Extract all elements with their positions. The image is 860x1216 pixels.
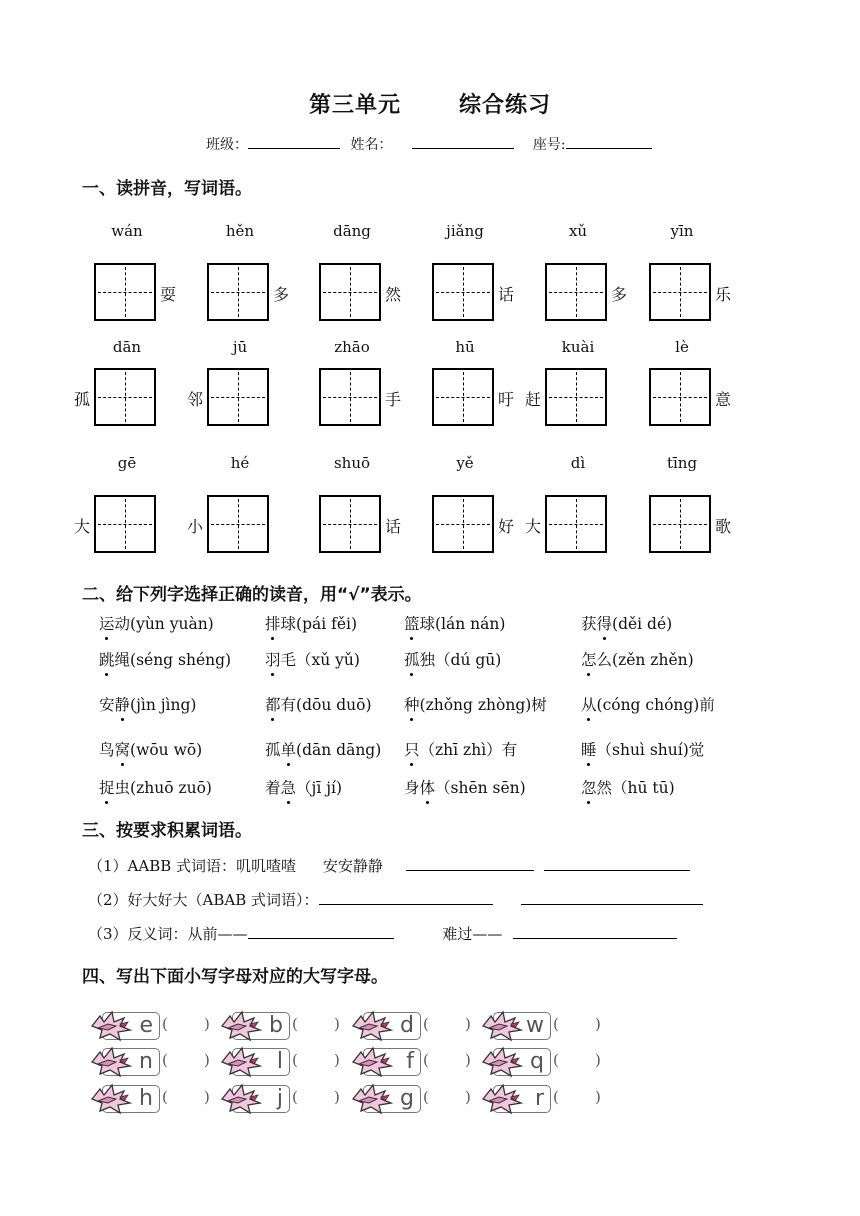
pinyin-options[interactable]: (zhǒng zhòng)树 bbox=[419, 696, 547, 714]
q2-line bbox=[88, 889, 703, 910]
answer-paren-close: ) bbox=[465, 1051, 471, 1069]
q3-mid: 难过—— bbox=[442, 925, 503, 943]
lowercase-letter: f bbox=[406, 1049, 414, 1074]
given-character: 好 bbox=[498, 517, 515, 536]
pinyin-label: wán bbox=[111, 222, 143, 240]
answer-paren-close: ) bbox=[334, 1051, 340, 1069]
lowercase-letter: g bbox=[400, 1086, 414, 1111]
answer-paren-open: ( bbox=[162, 1051, 168, 1069]
grid-guide-vertical bbox=[463, 499, 464, 549]
given-character: 手 bbox=[385, 390, 402, 409]
pinyin-label: yě bbox=[456, 454, 474, 472]
grid-guide-vertical bbox=[350, 267, 351, 317]
answer-paren-close: ) bbox=[204, 1015, 210, 1033]
given-character: 耍 bbox=[160, 285, 177, 304]
answer-paren-close: ) bbox=[334, 1015, 340, 1033]
answer-paren-open: ( bbox=[162, 1088, 168, 1106]
given-character: 意 bbox=[715, 390, 732, 409]
target-char: 捉 bbox=[99, 776, 115, 798]
given-character: 孤 bbox=[74, 390, 91, 409]
grid-guide-vertical bbox=[576, 372, 577, 422]
pinyin-label: kuài bbox=[561, 338, 595, 356]
q3-line bbox=[88, 923, 677, 944]
grid-guide-vertical bbox=[680, 267, 681, 317]
pinyin-options[interactable]: 球(pái fěi) bbox=[280, 615, 358, 633]
pinyin-label: hū bbox=[455, 338, 475, 356]
q1-blank-2[interactable] bbox=[544, 856, 690, 871]
target-char: 忽 bbox=[581, 776, 597, 798]
writing-grid[interactable] bbox=[649, 263, 711, 321]
pinyin-label: lè bbox=[675, 338, 689, 356]
target-char: 急 bbox=[281, 776, 297, 798]
answer-paren-close: ) bbox=[465, 1088, 471, 1106]
given-character: 小 bbox=[187, 517, 204, 536]
pinyin-options[interactable]: 然（hū tū) bbox=[596, 779, 675, 797]
target-char: 运 bbox=[99, 612, 115, 634]
target-char: 得 bbox=[597, 612, 613, 634]
class-label: 班级： bbox=[206, 137, 248, 153]
pinyin-options[interactable]: (cóng chóng)前 bbox=[596, 696, 715, 714]
answer-paren-open: ( bbox=[162, 1015, 168, 1033]
q1-blank-1[interactable] bbox=[406, 856, 534, 871]
pinyin-label: hěn bbox=[225, 222, 255, 240]
target-char: 静 bbox=[115, 693, 131, 715]
bird-icon bbox=[220, 1044, 262, 1078]
answer-paren-close: ) bbox=[465, 1015, 471, 1033]
grid-guide-vertical bbox=[238, 372, 239, 422]
given-character: 话 bbox=[385, 517, 402, 536]
pinyin-options[interactable]: 毛（xǔ yǔ) bbox=[280, 651, 360, 669]
writing-grid[interactable] bbox=[432, 368, 494, 426]
grid-guide-vertical bbox=[680, 372, 681, 422]
answer-blank[interactable] bbox=[172, 1014, 200, 1034]
grid-guide-vertical bbox=[463, 267, 464, 317]
bird-icon bbox=[90, 1008, 132, 1042]
given-character: 话 bbox=[498, 285, 515, 304]
answer-blank[interactable] bbox=[172, 1087, 200, 1107]
writing-grid[interactable] bbox=[545, 263, 607, 321]
answer-paren-open: ( bbox=[423, 1088, 429, 1106]
name-blank[interactable] bbox=[412, 134, 514, 149]
given-character: 然 bbox=[385, 285, 402, 304]
pronunciation-item bbox=[265, 693, 372, 715]
pronunciation-item bbox=[265, 738, 381, 760]
given-character: 邻 bbox=[187, 390, 204, 409]
pinyin-options[interactable]: (jìn jìng) bbox=[130, 696, 197, 714]
pronunciation-item bbox=[404, 776, 526, 798]
lowercase-letter: b bbox=[269, 1013, 283, 1038]
answer-blank[interactable] bbox=[433, 1014, 461, 1034]
pinyin-options[interactable]: (děi dé) bbox=[612, 615, 673, 633]
target-char: 只 bbox=[404, 738, 420, 760]
pronunciation-item bbox=[581, 738, 704, 760]
writing-grid[interactable] bbox=[319, 368, 381, 426]
pinyin-label: tīng bbox=[666, 454, 698, 472]
word-char: 着 bbox=[265, 779, 281, 797]
section1-heading: 一、读拼音，写词语。 bbox=[82, 179, 252, 199]
answer-paren-open: ( bbox=[292, 1088, 298, 1106]
writing-grid[interactable] bbox=[545, 495, 607, 553]
lowercase-letter: h bbox=[139, 1086, 153, 1111]
target-char: 排 bbox=[265, 612, 281, 634]
grid-guide-vertical bbox=[238, 499, 239, 549]
target-char: 从 bbox=[581, 693, 597, 715]
pronunciation-item bbox=[99, 648, 231, 670]
section2-heading: 二、给下列字选择正确的读音，用“√”表示。 bbox=[82, 585, 422, 605]
pinyin-options[interactable]: （jī jí) bbox=[296, 779, 343, 797]
bird-icon bbox=[481, 1081, 523, 1115]
q2-blank-1[interactable] bbox=[319, 890, 493, 905]
pronunciation-item bbox=[265, 612, 357, 634]
title-exercise: 综合练习 bbox=[459, 93, 552, 118]
pinyin-label: dì bbox=[570, 454, 586, 472]
pronunciation-item bbox=[581, 776, 675, 798]
pinyin-label: gē bbox=[117, 454, 137, 472]
lowercase-letter: d bbox=[400, 1013, 414, 1038]
answer-paren-close: ) bbox=[204, 1051, 210, 1069]
answer-paren-open: ( bbox=[423, 1051, 429, 1069]
pronunciation-item bbox=[99, 612, 214, 634]
given-character: 多 bbox=[273, 285, 290, 304]
grid-guide-vertical bbox=[125, 372, 126, 422]
target-char: 窝 bbox=[115, 738, 131, 760]
word-char: 孤 bbox=[265, 741, 281, 759]
bird-icon bbox=[90, 1044, 132, 1078]
pronunciation-item bbox=[404, 738, 517, 760]
pinyin-label: dāng bbox=[333, 222, 371, 240]
writing-grid[interactable] bbox=[432, 263, 494, 321]
writing-grid[interactable] bbox=[94, 368, 156, 426]
writing-grid[interactable] bbox=[94, 495, 156, 553]
answer-blank[interactable] bbox=[563, 1014, 591, 1034]
grid-guide-vertical bbox=[238, 267, 239, 317]
pinyin-label: xǔ bbox=[568, 222, 588, 240]
pinyin-options[interactable]: (wōu wō) bbox=[130, 741, 203, 759]
seat-label: 座号: bbox=[532, 137, 566, 153]
pinyin-options[interactable]: 动(yùn yuàn) bbox=[114, 615, 214, 633]
student-info-line bbox=[206, 134, 652, 154]
grid-guide-vertical bbox=[350, 499, 351, 549]
q2-prefix: （2）好大好大（ABAB 式词语）： bbox=[88, 891, 319, 909]
writing-grid[interactable] bbox=[649, 368, 711, 426]
pinyin-options[interactable]: （shēn sēn) bbox=[435, 779, 526, 797]
class-blank[interactable] bbox=[248, 134, 340, 149]
target-char: 跳 bbox=[99, 648, 115, 670]
grid-guide-vertical bbox=[125, 499, 126, 549]
word-char: 获 bbox=[581, 615, 597, 633]
answer-paren-close: ) bbox=[595, 1088, 601, 1106]
bird-icon bbox=[351, 1081, 393, 1115]
q1-line bbox=[88, 855, 690, 876]
writing-grid[interactable] bbox=[319, 495, 381, 553]
target-char: 篮 bbox=[404, 612, 420, 634]
answer-blank[interactable] bbox=[563, 1050, 591, 1070]
bird-icon bbox=[481, 1044, 523, 1078]
pinyin-label: zhāo bbox=[334, 338, 370, 356]
pinyin-options[interactable]: 有(dōu duō) bbox=[280, 696, 372, 714]
pinyin-options[interactable]: 球(lán nán) bbox=[419, 615, 506, 633]
q3-blank-2[interactable] bbox=[513, 924, 677, 939]
grid-guide-vertical bbox=[576, 267, 577, 317]
pinyin-label: yīn bbox=[670, 222, 694, 240]
pronunciation-item bbox=[581, 612, 672, 634]
grid-guide-vertical bbox=[125, 267, 126, 317]
writing-grid[interactable] bbox=[319, 263, 381, 321]
bird-icon bbox=[351, 1044, 393, 1078]
answer-blank[interactable] bbox=[302, 1087, 330, 1107]
writing-grid[interactable] bbox=[94, 263, 156, 321]
writing-grid[interactable] bbox=[207, 368, 269, 426]
answer-blank[interactable] bbox=[302, 1050, 330, 1070]
target-char: 种 bbox=[404, 693, 420, 715]
grid-guide-vertical bbox=[350, 372, 351, 422]
writing-grid[interactable] bbox=[207, 263, 269, 321]
lowercase-letter: r bbox=[534, 1086, 544, 1111]
pinyin-options[interactable]: 绳(séng shéng) bbox=[114, 651, 232, 669]
answer-paren-open: ( bbox=[292, 1051, 298, 1069]
bird-icon bbox=[481, 1008, 523, 1042]
lowercase-letter: j bbox=[276, 1086, 283, 1111]
seat-blank[interactable] bbox=[566, 134, 652, 149]
pinyin-label: jiǎng bbox=[446, 222, 484, 240]
pronunciation-item bbox=[99, 776, 212, 798]
pinyin-label: hé bbox=[230, 454, 250, 472]
target-char: 羽 bbox=[265, 648, 281, 670]
pinyin-label: jū bbox=[232, 338, 248, 356]
pinyin-options[interactable]: 么(zěn zhěn) bbox=[596, 651, 694, 669]
pinyin-options[interactable]: (dān dāng) bbox=[296, 741, 382, 759]
page-title bbox=[0, 88, 860, 119]
answer-blank[interactable] bbox=[302, 1014, 330, 1034]
answer-paren-open: ( bbox=[553, 1015, 559, 1033]
title-unit: 第三单元 bbox=[308, 93, 401, 118]
lowercase-letter: q bbox=[530, 1049, 544, 1074]
grid-guide-vertical bbox=[576, 499, 577, 549]
writing-grid[interactable] bbox=[432, 495, 494, 553]
bird-icon bbox=[351, 1008, 393, 1042]
pronunciation-item bbox=[581, 693, 715, 715]
lowercase-letter: e bbox=[139, 1013, 153, 1038]
q2-blank-2[interactable] bbox=[521, 890, 703, 905]
target-char: 孤 bbox=[404, 648, 420, 670]
pronunciation-item bbox=[265, 776, 342, 798]
pronunciation-item bbox=[99, 693, 196, 715]
given-character: 乐 bbox=[715, 285, 732, 304]
word-char: 安 bbox=[99, 696, 115, 714]
lowercase-letter: l bbox=[276, 1049, 283, 1074]
pronunciation-item bbox=[581, 648, 694, 670]
answer-paren-close: ) bbox=[595, 1051, 601, 1069]
name-label: 姓名： bbox=[350, 137, 393, 153]
given-character: 大 bbox=[74, 517, 91, 536]
pinyin-options[interactable]: （shuì shuí)觉 bbox=[596, 741, 705, 759]
target-char: 单 bbox=[281, 738, 297, 760]
answer-paren-open: ( bbox=[292, 1015, 298, 1033]
lowercase-letter: w bbox=[526, 1013, 544, 1038]
answer-blank[interactable] bbox=[433, 1050, 461, 1070]
q3-prefix: （3）反义词：从前—— bbox=[88, 925, 248, 943]
bird-icon bbox=[220, 1008, 262, 1042]
given-character: 赶 bbox=[525, 390, 542, 409]
target-char: 体 bbox=[420, 776, 436, 798]
given-character: 多 bbox=[611, 285, 628, 304]
grid-guide-vertical bbox=[680, 499, 681, 549]
pronunciation-item bbox=[404, 693, 547, 715]
given-character: 吁 bbox=[498, 390, 515, 409]
grid-guide-vertical bbox=[463, 372, 464, 422]
q1-prefix: （1）AABB 式词语：叽叽喳喳 bbox=[88, 857, 297, 875]
answer-paren-open: ( bbox=[553, 1088, 559, 1106]
pinyin-label: dān bbox=[112, 338, 142, 356]
target-char: 睡 bbox=[581, 738, 597, 760]
writing-grid[interactable] bbox=[207, 495, 269, 553]
section3-heading: 三、按要求积累词语。 bbox=[82, 821, 252, 841]
pinyin-label: shuō bbox=[333, 454, 371, 472]
writing-grid[interactable] bbox=[545, 368, 607, 426]
target-char: 怎 bbox=[581, 648, 597, 670]
pinyin-options[interactable]: 虫(zhuō zuō) bbox=[114, 779, 212, 797]
answer-paren-open: ( bbox=[423, 1015, 429, 1033]
q3-blank-1[interactable] bbox=[248, 924, 394, 939]
answer-paren-close: ) bbox=[204, 1088, 210, 1106]
answer-paren-close: ) bbox=[595, 1015, 601, 1033]
lowercase-letter: n bbox=[139, 1049, 153, 1074]
word-char: 鸟 bbox=[99, 741, 115, 759]
answer-blank[interactable] bbox=[563, 1087, 591, 1107]
pronunciation-item bbox=[404, 612, 505, 634]
given-character: 歌 bbox=[715, 517, 732, 536]
pronunciation-item bbox=[404, 648, 501, 670]
section4-heading: 四、写出下面小写字母对应的大写字母。 bbox=[82, 967, 388, 987]
pinyin-options[interactable]: 独（dú gū) bbox=[419, 651, 502, 669]
answer-paren-close: ) bbox=[334, 1088, 340, 1106]
pronunciation-item bbox=[265, 648, 360, 670]
answer-paren-open: ( bbox=[553, 1051, 559, 1069]
answer-blank[interactable] bbox=[433, 1087, 461, 1107]
bird-icon bbox=[90, 1081, 132, 1115]
q1-example: 安安静静 bbox=[322, 857, 383, 875]
given-character: 大 bbox=[525, 517, 542, 536]
target-char: 都 bbox=[265, 693, 281, 715]
answer-blank[interactable] bbox=[172, 1050, 200, 1070]
bird-icon bbox=[220, 1081, 262, 1115]
pinyin-options[interactable]: （zhī zhì）有 bbox=[419, 741, 518, 759]
pronunciation-item bbox=[99, 738, 202, 760]
writing-grid[interactable] bbox=[649, 495, 711, 553]
word-char: 身 bbox=[404, 779, 420, 797]
